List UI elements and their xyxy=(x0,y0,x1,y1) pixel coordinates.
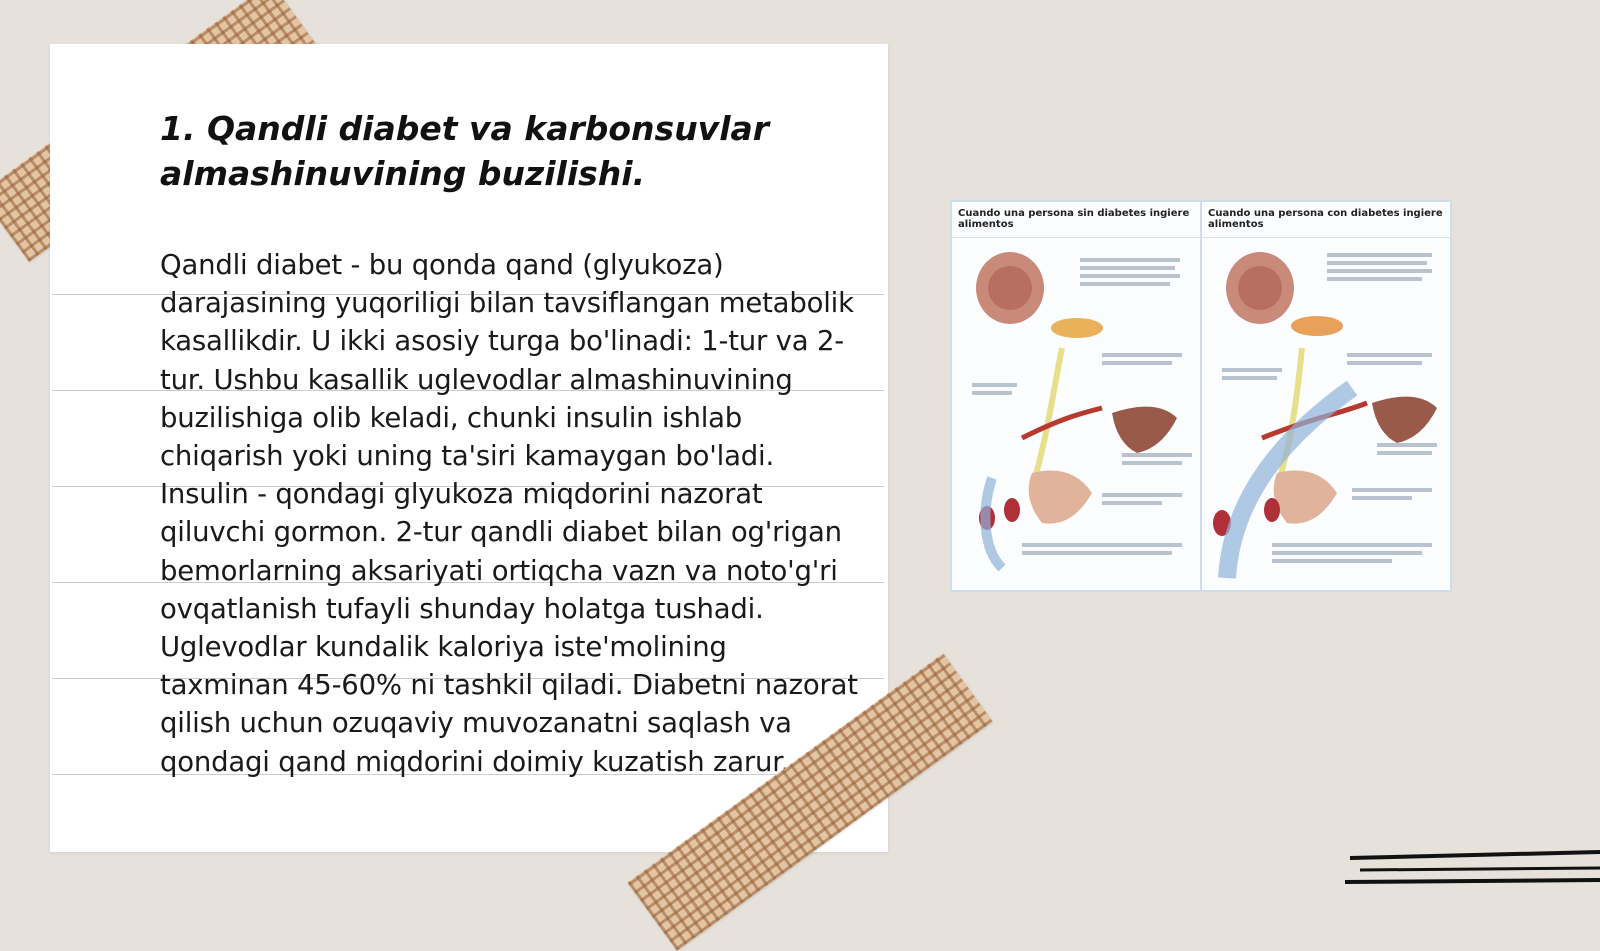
note-paper xyxy=(50,44,888,852)
pancreas-icon xyxy=(1291,316,1343,336)
stomach-icon xyxy=(1226,252,1294,324)
slide-body-text: Qandli diabet - bu qonda qand (glyukoza) darajasining yuqoriligi bilan tavsiflangan metabolik kasallikdir. U ikki asosiy turga bo'linadi: 1-tur va 2-tur. Ushbu kasallik uglevodlar almashinuvining buzilishiga olib keladi, chunki insulin ishlab chiqarish yoki uning ta'siri kamaygan bo'ladi. Insulin - qondagi glyukoza miqdorini nazorat qiluvchi gormon. 2-tur qandli diabet bilan og'rigan bemorlarning aksariyati ortiqcha vazn va noto'g'ri ovqatlanish tufayli shunday holatga tushadi. Uglevodlar kundalik kaloriya iste'molining taxminan 45-60% ni tashkil qiladi. Diabetni nazorat qilish uchun ozuqaviy muvozanatni saqlash va qondagi qand miqdorini doimiy kuzatish zarur. xyxy=(160,249,858,778)
digestion-illustration-icon xyxy=(952,238,1200,588)
digestion-diabetes-illustration-icon xyxy=(1202,238,1450,588)
pancreas-icon xyxy=(1051,318,1103,338)
diabetes-diagram-image xyxy=(950,200,1452,592)
liver-icon xyxy=(1112,407,1177,453)
arm-muscle-icon xyxy=(1029,471,1092,524)
diagram-panel-with-diabetes xyxy=(1202,202,1450,590)
decorative-brush-lines-icon xyxy=(1340,840,1600,900)
stomach-icon xyxy=(976,252,1044,324)
liver-icon xyxy=(1372,397,1437,443)
arm-muscle-icon xyxy=(1274,471,1337,524)
blood-vessel-icon xyxy=(1022,408,1102,438)
diagram-heading-with-diabetes: Cuando una persona con diabetes ingiere alimentos xyxy=(1202,202,1450,238)
diagram-panel-without-diabetes xyxy=(952,202,1200,590)
slide-title: 1. Qandli diabet va karbonsuvlar almashinuvining buzilishi. xyxy=(160,109,770,193)
diagram-heading-without-diabetes: Cuando una persona sin diabetes ingiere alimentos xyxy=(952,202,1200,238)
